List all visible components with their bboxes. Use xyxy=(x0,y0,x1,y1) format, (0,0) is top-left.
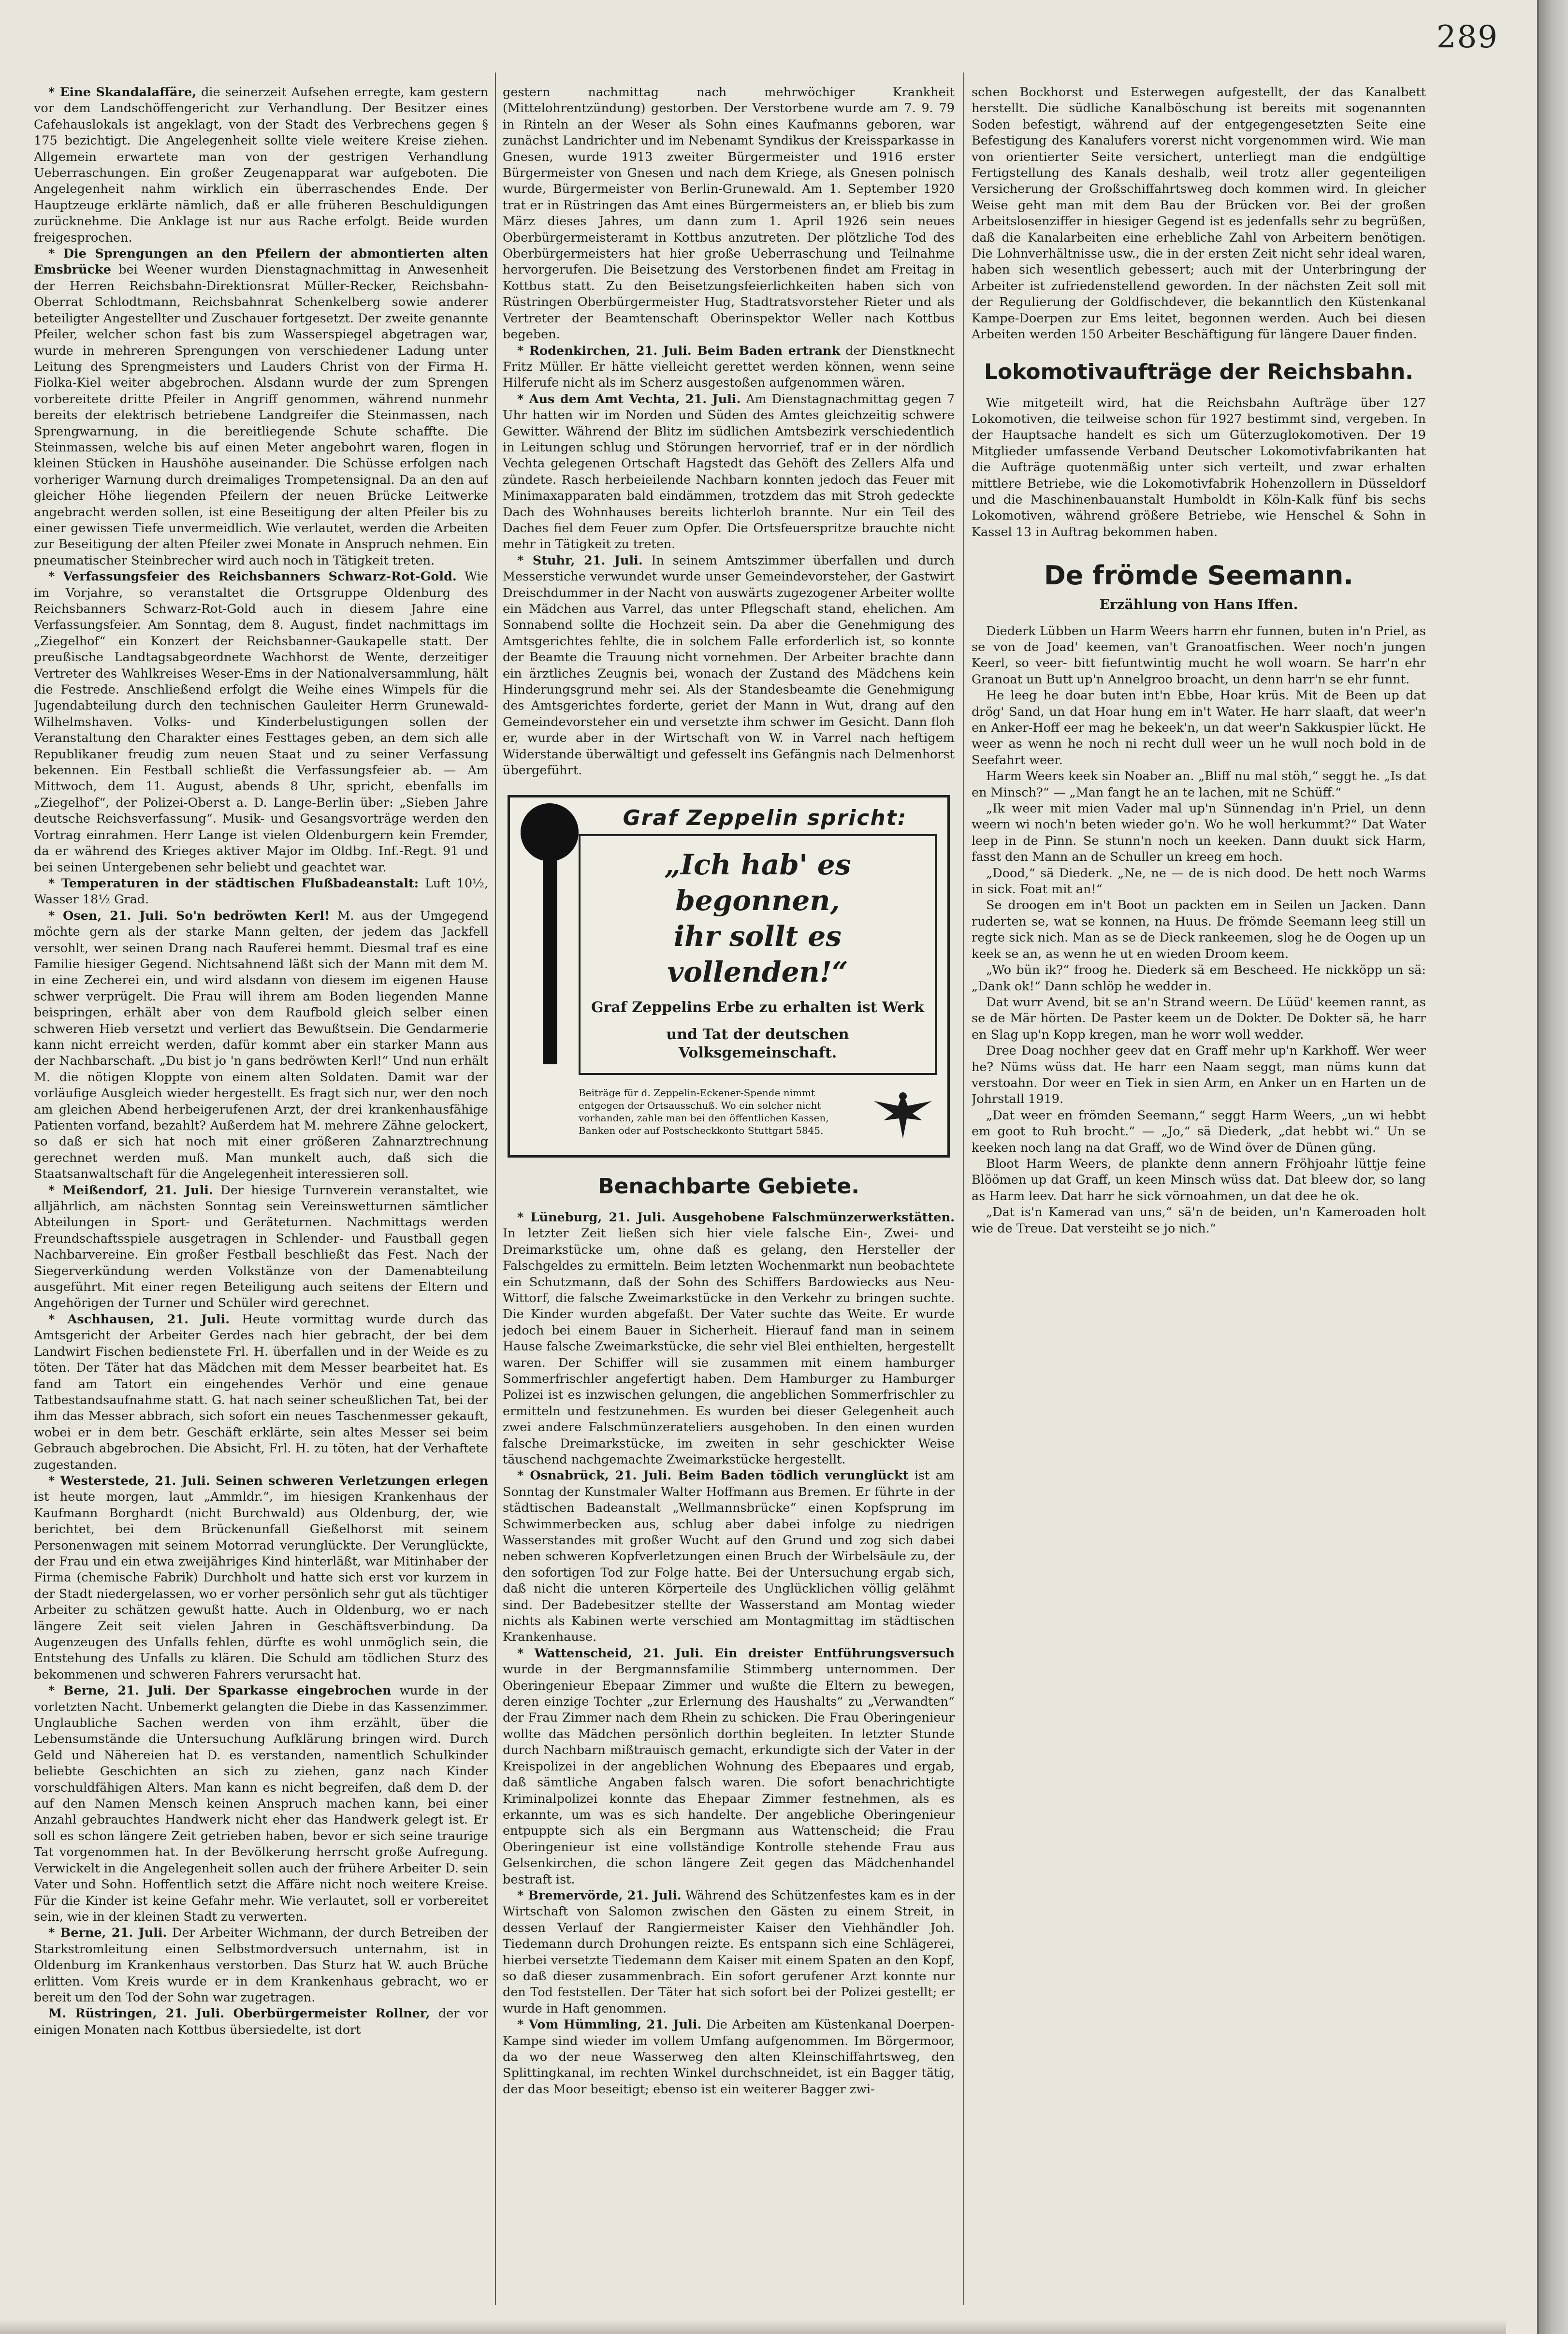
article-text: „Dat is'n Kamerad van uns,“ sä'n de beiden, un'n Kameroaden holt wie de Treue. Dat versteiht se jo nich.“ xyxy=(972,1205,1426,1236)
article-text: In seinem Amtszimmer überfallen und durch Messerstiche verwundet wurde unser Gemeindevorsteher, der Gastwirt Dreischdummer in der Nacht von auswärts zugezogener Arbeiter wollte ein Mädchen aus Varrel, das unter Pflegschaft stand, ehelichen. Am Sonnabend sollte die Hochzeit sein. Da aber die Genehmigung des Amtsgerichtes fehlte, die in solchem Falle erforderlich ist, so konnte der Beamte die Trauung nicht vornehmen. Der Arbeiter brachte dann ein ärztliches Zeugnis bei, wonach der Zustand des Mädchens kein Hinderungsgrund mehr sei. Als der Standesbeamte die Genehmigung des Amtsgerichtes forderte, geriet der Mann in Wut, drang auf den Gemeindevorsteher ein und versetzte ihm schwer im Gesicht. Dann floh er, wurde aber in der Wirtschaft von W. in Varrel nach heftigem Widerstande überwältigt und gefesselt ins Gefängnis nach Delmenhorst übergeführt. xyxy=(503,553,955,778)
column-1 xyxy=(34,85,488,2295)
article-lead: * Vom Hümmling, 21. Juli. xyxy=(517,2017,702,2032)
article-lead: * Eine Skandalaffäre, xyxy=(48,85,197,100)
article-paragraph xyxy=(972,85,1426,343)
article-text: Die Arbeiten am Küstenkanal Doerpen-Kampe sind wieder im vollem Umfang aufgenommen. Im Börgermoor, da wo der neue Wasserweg den alten Kleinschiffahrtsweg, den Splittingkanal, im rechten Winkel durchschneidet, ist ein Bagger tätig, der das Moor beseitigt; ebenso ist ein weiterer Bagger zwi- xyxy=(503,2017,955,2097)
ad-post-graphic xyxy=(543,856,557,1064)
article-paragraph xyxy=(972,995,1426,1043)
ad-small-print: Beiträge für d. Zeppelin-Eckener-Spende nimmt entgegen der Ortsausschuß. Wo ein solcher nicht vorhanden, zahle man bei den öffentlichen Kassen, Banken oder auf Postscheckkonto Stuttgart 5845. xyxy=(579,1087,829,1136)
article-paragraph xyxy=(972,395,1426,541)
article-text: He leeg he doar buten int'n Ebbe, Hoar krüs. Mit de Been up dat drög' Sand, un dat Hoar hung em in't Water. He harr slaaft, dat weer'n en Anker-Hoff eer mag he bekeek'n, un dat weer'n Sakkuspier lückt. He weer as wenn he noch ni recht dull weer un he wull noch bold in de Seefahrt weer. xyxy=(972,688,1426,768)
article-paragraph xyxy=(972,866,1426,898)
article-text: die seinerzeit Aufsehen erregte, kam gestern vor dem Landschöffengericht zur Verhandlung. Der Besitzer eines Cafehauslokals ist angeklagt, von der Stadt des Verbrechens gegen § 175 bezichtigt. Die Angelegenheit sollte viele weitere Kreise ziehen. Allgemein erwartete man von der gestrigen Verhandlung Ueberraschungen. Ein großer Zeugenapparat war aufgeboten. Die Angelegenheit nahm wirklich ein überraschendes Ende. Der Hauptzeuge erklärte nämlich, daß er alle früheren Beschuldigungen zurücknehme. Die Anklage ist nur aus Rache erfolgt. Beide wurden freigesprochen. xyxy=(34,85,488,245)
article-lead: * Verfassungsfeier des Reichsbanners Schwarz-Rot-Gold. xyxy=(48,569,457,584)
article-text: „Dood,“ sä Diederk. „Ne, ne — de is nich dood. De hett noch Warms in sick. Foat mit an!“ xyxy=(972,866,1426,897)
article-paragraph xyxy=(34,569,488,876)
article-text: der Dienstknecht Fritz Müller. Er hätte vielleicht gerettet werden können, wenn seine Hilferufe nicht als im Scherz ausgestoßen aufgenommen wären. xyxy=(503,343,955,391)
article-text: Der hiesige Turnverein veranstaltet, wie alljährlich, am nächsten Sonntag sein Vereinswetturnen sämtlicher Abteilungen in Sport- und Geräteturnen. Nachmittags werden Freundschaftsspiele ausgetragen in Schlender- und Faustball gegen Nachbarvereine. Ein großer Festball beschließt das Fest. Nach der Siegerverkündung werden Volkstänze von der Damenabteilung ausgeführt. Mit einer regen Beteiligung auch seitens der Eltern und Angehörigen der Turner und Schüler wird gerechnet. xyxy=(34,1183,488,1311)
article-paragraph xyxy=(34,1183,488,1312)
article-paragraph xyxy=(972,688,1426,768)
article-text: Se droogen em in't Boot un packten em in Seilen un Jacken. Dann ruderten se, wat se konnen, na Huus. De frömde Seemann leeg still un regte sick nich. Man as se de Dieck rankeemen, slog he de Oogen up un keek se an, as wenn he ut en wieden Droom keem. xyxy=(972,898,1426,961)
article-paragraph xyxy=(503,553,955,779)
article-text: Luft 10½, Wasser 18½ Grad. xyxy=(34,876,488,907)
article-paragraph xyxy=(34,876,488,908)
article-lead: * Westerstede, 21. Juli. Seinen schweren Verletzungen erlegen xyxy=(48,1473,488,1488)
column-2 xyxy=(503,85,955,2295)
article-text: schen Bockhorst und Esterwegen aufgestellt, der das Kanalbett herstellt. Die südliche Kanalböschung ist bereits mit sogenannten Soden befestigt, während auf der entgegengesetzten Seite eine Befestigung des Kanalufers vorerst nicht vorgenommen wird. Wie man von orientierter Seite versichert, unterliegt man die endgültige Fertigstellung des Kanals deshalb, weil trotz aller gegenteiligen Versicherung der Großschiffahrtsweg doch kommen wird. In gleicher Weise geht man mit dem Bau der Brücken vor. Bei der großen Arbeitslosenziffer in hiesiger Gegend ist es jedenfalls sehr zu begrüßen, daß die Kanalarbeiten eine erhebliche Zahl von Arbeitern benötigen. Die Lohnverhältnisse usw., die in der ersten Zeit nicht sehr ideal waren, haben sich wesentlich gebessert; auch mit der Unterbringung der Arbeiter ist zufriedenstellend geworden. In der nächsten Zeit soll mit der Regulierung der Goldfischdever, die bekanntlich den Küstenkanal Kampe-Doerpen zur Ems leitet, begonnen werden. Auch bei diesen Arbeiten werden 150 Arbeiter Beschäftigung für längere Dauer finden. xyxy=(972,85,1426,342)
article-text: Harm Weers keek sin Noaber an. „Bliff nu mal stöh,“ seggt he. „Is dat en Minsch?“ — „Man fangt he an te lachen, mit ne Schüff.“ xyxy=(972,769,1426,800)
ad-quote-line-1: „Ich hab' es begonnen, xyxy=(664,848,851,917)
article-paragraph xyxy=(503,85,955,343)
article-text: M. aus der Umgegend möchte gern als der starke Mann gelten, der jedem das Jackfell versohlt, wer seinen Drang nach Rauferei hemmt. Diesmal traf es eine Familie hiesiger Gegend. Nichtsahnend läßt sich der Mann mit dem M. in eine Zecherei ein, und wird alsdann von diesem im eigenen Hause schwer verprügelt. Die Frau will ihrem am Boden liegenden Manne beispringen, erhält aber von dem Raufbold gleich selber einen schweren Hieb versetzt und verliert das Bewußtsein. Die Gendarmerie kann nicht erreicht werden, dafür kommt aber ein starker Mann aus der Nachbarschaft. „Du bist jo 'n gans bedröwten Kerl!“ Und nun erhält M. die nötigen Kloppte von einem alten Soldaten. Damit war der vorläufige Ausgleich wieder hergestellt. Es fragt sich nur, wer den noch am gleichen Abend herbeigerufenen Arzt, der drei krankenhausfähige Patienten vorfand, bezahlt? Außerdem hat M. mehrere Zähne gelockert, so daß er sich hat noch mit einer größeren Zahnarztrechnung gerechnet werden muß. Man munkelt auch, daß sich die Staatsanwaltschaft für die Angelegenheit interessieren soll. xyxy=(34,908,488,1182)
article-lead: M. Rüstringen, 21. Juli. Oberbürgermeister Rollner, xyxy=(48,2006,430,2021)
article-text: Der Arbeiter Wichmann, der durch Betreiben der Starkstromleitung einen Selbstmordversuch unternahm, ist in Oldenburg im Krankenhaus verstorben. Das Sturz hat W. auch Brüche erlitten. Vom Kreis wurde er in dem Krankenhaus gebracht, wo er bereit um den Tod der Sohn war zugetragen. xyxy=(34,1926,488,2005)
article-text: der vor einigen Monaten nach Kottbus übersiedelte, ist dort xyxy=(34,2006,488,2037)
page-number: 289 xyxy=(1436,19,1498,55)
section-heading: Benachbarte Gebiete. xyxy=(598,1174,859,1199)
article-paragraph xyxy=(972,1043,1426,1108)
article-text: bei Weener wurden Dienstagnachmittag in Anwesenheit der Herren Reichsbahn-Direktionsrat Müller-Recker, Reichsbahn-Oberrat Schlodtmann, Reichsbahnrat Schenkelberg sowie anderer beteiligter Angestellter und Zuschauer fortgesetzt. Der zweite genannte Pfeiler, welcher schon fast bis zum Wasserspiegel abgetragen war, wurde in mehreren Sprengungen von verschiedener Ladung unter Leitung des Sprengmeisters und Lauders Christ von der Firma H. Fiolka-Kiel weiter abgebrochen. Alsdann wurde der zum Sprengen vorbereitete dritte Pfeiler in Angriff genommen, während nunmehr bereits der elektrisch betriebene Landgreifer die Steinmassen, nach Sprengwarnung, in die bereitliegende Schute schaffte. Die Steinmassen, welche bis auf einen Meter angebohrt waren, flogen in kleinen Stücken in Haushöhe auseinander. Die Schüsse erfolgen nach vorheriger Warnung durch dreimaliges Trompetensignal. Da an den auf gleicher Höhe liegenden Pfeilern der neuen Brücke Leitwerke angebracht werden sollen, ist eine Beseitigung der alten Pfeiler bis zu einer gewissen Tiefe unvermeidlich. Wie verlautet, werden die Arbeiten zur Beseitigung der alten Pfeiler zwei Monate in Anspruch nehmen. Ein pneumatischer Steinbrecher wird auch noch in Tätigkeit treten. xyxy=(34,262,488,568)
ad-sub-line-1: Graf Zeppelins Erbe zu erhalten ist Werk xyxy=(591,999,924,1016)
article-text: „Wo bün ik?“ froog he. Diederk sä em Bescheed. He nickköpp un sä: „Dank ok!“ Dann schlöp he wedder in. xyxy=(972,963,1426,994)
article-paragraph xyxy=(503,1646,955,1888)
article-paragraph xyxy=(503,1210,955,1468)
article-text: Dat wurr Avend, bit se an'n Strand weern. De Lüüd' keemen rannt, as se de Mär hörten. De Paster keem un de Dokter. De Dokter sä, he harr en Slag up'n Kopp kregen, man he worr woll wedder. xyxy=(972,995,1426,1042)
article-paragraph xyxy=(34,246,488,569)
article-text: ist am Sonntag der Kunstmaler Walter Hoffmann aus Bremen. Er führte in der städtischen Badeanstalt „Wellmannsbrücke“ einen Kopfsprung im Schwimmerbecken aus, schlug aber dabei infolge zu niedrigen Wasserstandes mit großer Wucht auf den Grund und zog sich dabei neben schweren Kopfverletzungen einen Bruch der Wirbelsäule zu, der den sofortigen Tod zur Folge hatte. Bei der Untersuchung ergab sich, daß nicht die unteren Körperteile des Unglücklichen völlig gelähmt sind. Der Badebesitzer stellte der Wasserstand am Montag wieder nichts als Kabinen werte verschied am Montagmittag im städtischen Krankenhause. xyxy=(503,1468,955,1645)
ad-ball-icon xyxy=(521,803,579,861)
article-text: Heute vormittag wurde durch das Amtsgericht der Arbeiter Gerdes nach hier gebracht, der bei dem Landwirt Fischen bedienstete Frl. H. überfallen und in der Weide es zu töten. Der Täter hat das Mädchen mit dem Messer bearbeitet hat. Es fand am Tatort ein eingehendes Verhör und eine genaue Tatbestandsaufnahme statt. G. hat nach seiner scheußlichen Tat, bei der ihm das Messer abbrach, sich sofort ein neues Taschenmesser gekauft, wobei er in dem betr. Geschäft erklärte, sein altes Messer sei beim Gebrauch abgebrochen. Die Absicht, Frl. H. zu töten, hat der Verhaftete zugestanden. xyxy=(34,1312,488,1472)
article-paragraph xyxy=(972,801,1426,866)
ad-sub-line-2: und Tat der deutschen Volksgemeinschaft. xyxy=(666,1026,849,1061)
article-paragraph xyxy=(503,1468,955,1645)
article-paragraph xyxy=(972,768,1426,801)
article-paragraph xyxy=(34,85,488,246)
article-text: Bloot Harm Weers, de plankte denn annern Fröhjoahr lüttje feine Blöömen up dat Graff, un keen Minsch wüss dat. Dat bleew dor, so lang as Harm leev. Dat harr he sick vörnoahmen, un dat dee he ok. xyxy=(972,1156,1426,1203)
article-lead: * Meißendorf, 21. Juli. xyxy=(48,1183,213,1198)
story-byline: Erzählung von Hans Iffen. xyxy=(1099,596,1298,613)
article-lead: * Osen, 21. Juli. So'n bedröwten Kerl! xyxy=(48,908,330,923)
eagle-icon xyxy=(869,1087,937,1145)
article-text: Wie im Vorjahre, so veranstaltet die Ortsgruppe Oldenburg des Reichsbanners Schwarz-Rot-Gold auch in diesem Jahre eine Verfassungsfeier. Am Sonntag, dem 8. August, findet nachmittags im „Ziegelhof“ ein Konzert der Reichsbanner-Gaukapelle statt. Der preußische Landtagsabgeordnete Wachhorst de Wente, derzeitiger Vertreter des Wahlkreises Weser-Ems in der Nationalversammlung, hält die Festrede. Anschließend erfolgt die Weihe eines Wimpels für die Jugendabteilung durch den technischen Gauleiter Herrn Grunewald-Wilhelmshaven. Volks- und Kinderbelustigungen sollen der Veranstaltung den Charakter eines Festtages geben, an dem sich alle Republikaner freudig zum neuen Staat und zu seiner Verfassung bekennen. Ein Festball schließt die Verfassungsfeier ab. — Am Mittwoch, dem 11. August, abends 8 Uhr, spricht, ebenfalls im „Ziegelhof“, der Polizei-Oberst a. D. Lange-Berlin über: „Sieben Jahre deutsche Reichsverfassung“. Musik- und Gesangsvorträge werden den Vortrag einrahmen. Herr Lange ist vielen Oldenburgern kein Fremder, da er während des Krieges aktiver Major im Oldbg. Inf.-Regt. 91 und bei seinen Untergebenen sehr beliebt und geachtet war. xyxy=(34,569,488,875)
article-paragraph xyxy=(503,391,955,553)
article-text: ist heute morgen, laut „Ammldr.“, im hiesigen Krankenhaus der Kaufmann Borghardt (nicht Burchwald) aus Oldenburg, der, wie berichtet, bei dem Brückenunfall Gießelhorst mit seinem Personenwagen mit seinem Motorrad verunglückte. Der Verunglückte, der Frau und ein etwa zweijähriges Kind hinterläßt, war Mitinhaber der Firma (chemische Fabrik) Durchholt und hatte sich erst vor kurzem in der Stadt niedergelassen, wo er vorher persönlich sehr gut als tüchtiger Arbeiter zu schätzen gewußt hatte. Auch in Oldenburg, wo er nach längere Zeit seit vielen Jahren in Geschäftsverbindung. Da Augenzeugen des Unfalls fehlen, dürfte es wohl unmöglich sein, die Entstehung des Unfalls zu klären. Die Schuld am tödlichen Sturz des bekommenen und schweren Fahrers verursacht hat. xyxy=(34,1490,488,1682)
article-paragraph xyxy=(503,2017,955,2098)
article-lead: * Aus dem Amt Vechta, 21. Juli. xyxy=(517,391,741,406)
article-paragraph xyxy=(972,1156,1426,1204)
article-lead: * Stuhr, 21. Juli. xyxy=(517,553,643,568)
article-paragraph xyxy=(972,1204,1426,1237)
column-rule-left xyxy=(495,72,496,2305)
article-text: „Ik weer mit mien Vader mal up'n Sünnendag in'n Priel, un denn weern wi noch'n beten wieder go'n. Wo he woll herkummt?“ Dat Water leep in de Pinn. Se stunn'n noch un keeken. Dann duukt sick Harm, fasst den Mann an de Schuller un kreeg em hoch. xyxy=(972,801,1426,865)
article-lead: * Die Sprengungen an den Pfeilern der abmontierten alten Emsbrücke xyxy=(34,246,488,277)
article-text: Diederk Lübben un Harm Weers harrn ehr funnen, buten in'n Priel, as se von de Joad' keemen, van't Granoatfischen. Weer noch'n jungen Keerl, so veer- bitt fiefuntwintig mucht he woll woarn. Se harr'n ehr Granoat un Butt up'n Annelgroo broacht, un denn harr'n se ehr funnt. xyxy=(972,623,1426,687)
article-paragraph xyxy=(34,1312,488,1473)
ad-quote-line-2: ihr sollt es vollenden!“ xyxy=(667,919,848,988)
article-text: Wie mitgeteilt wird, hat die Reichsbahn Aufträge über 127 Lokomotiven, die teilweise schon für 1927 bestimmt sind, vergeben. In der Hauptsache handelt es sich um Güterzuglokomotiven. Der 19 Mitglieder umfassende Verband Deutscher Lokomotivfabrikanten hat die Aufträge quotenmäßig unter sich verteilt, und zwar erhalten mittlere Betriebe, wie die Lokomotivfabrik Hohenzollern in Düsseldorf und die Maschinenbauanstalt Humboldt in Köln-Kalk fünf bis sechs Lokomotiven, während größere Betriebe, wie Henschel & Sohn in Kassel 13 in Auftrag bekommen haben. xyxy=(972,395,1426,539)
section-heading: Lokomotivaufträge der Reichsbahn. xyxy=(984,359,1413,384)
article-paragraph xyxy=(503,343,955,391)
article-text: Am Dienstagnachmittag gegen 7 Uhr hatten wir im Norden und Süden des Amtes gleichzeitig schwere Gewitter. Während der Blitz im südlichen Amtsbezirk verschiedentlich in Leitungen schlug und Störungen hervorrief, traf er in der nördlich Vechta gelegenen Ortschaft Hagstedt das Gehöft des Zellers Alfa und zündete. Rasch herbeieilende Nachbarn konnten jedoch das Feuer mit Minimaxapparaten bald eindämmen, trotzdem das mit Stroh gedeckte Dach des Wohnhauses bereits lichterloh brannte. Nur ein Teil des Daches fiel dem Feuer zum Opfer. Die Ortsfeuerspritze brauchte nicht mehr in Tätigkeit zu treten. xyxy=(503,391,955,552)
article-paragraph xyxy=(972,623,1426,688)
column-rule-right xyxy=(963,72,964,2305)
article-paragraph xyxy=(34,2006,488,2038)
article-paragraph xyxy=(34,1925,488,2006)
article-lead: * Wattenscheid, 21. Juli. Ein dreister Entführungsversuch xyxy=(517,1646,955,1661)
article-text: Dree Doag nochher geev dat en Graff mehr up'n Karkhoff. Wer weer he? Nüms wüss dat. He harr een Naam seggt, man nüms kunn dat verstoahn. Dor weer en Tiek in sien Arm, en Anker un en Harten un de Johrstall 1919. xyxy=(972,1044,1426,1107)
zeppelin-advertisement xyxy=(508,795,950,1157)
article-paragraph xyxy=(972,898,1426,962)
story-title: De frömde Seemann. xyxy=(1044,560,1354,591)
article-lead: * Rodenkirchen, 21. Juli. Beim Baden ertrank xyxy=(517,343,841,358)
ad-quote-box xyxy=(579,834,937,1075)
article-text: gestern nachmittag nach mehrwöchiger Krankheit (Mittelohrentzündung) gestorben. Der Verstorbene wurde am 7. 9. 79 in Rinteln an der Weser als Sohn eines Kaufmanns geboren, war zunächst Landrichter und im Nebenamt Syndikus der Kreissparkasse in Gnesen, wurde 1913 zweiter Bürgermeister und 1916 erster Bürgermeister von Gnesen und nach dem Kriege, als Gnesen polnisch wurde, Bürgermeister von Berlin-Grunewald. Am 1. September 1920 trat er in Rüstringen das Amt eines Bürgermeisters an, er blieb bis zum März dieses Jahres, um dann zum 1. April 1926 sein neues Oberbürgermeisteramt in Kottbus anzutreten. Der plötzliche Tod des Oberbürgermeisters hat hier große Ueberraschung und Teilnahme hervorgerufen. Die Beisetzung des Verstorbenen findet am Freitag in Kottbus statt. Zu den Beisetzungsfeierlichkeiten haben sich von Rüstringen Oberbürgermeister Hug, Stadtratsvorsteher Rieter und als Vertreter der Beamtenschaft Oberinspektor Weller nach Kottbus begeben. xyxy=(503,85,955,342)
article-lead: * Berne, 21. Juli. xyxy=(48,1926,167,1941)
article-paragraph xyxy=(34,908,488,1183)
article-text: In letzter Zeit ließen sich hier viele falsche Ein-, Zwei- und Dreimarkstücke um, ohne daß es gelang, den Hersteller der Falschgeldes zu ermitteln. Beim letzten Wochenmarkt nun beobachtete ein Schutzmann, daß der Sohn des Schiffers Bardowiecks aus Neu-Wittorf, die falsche Zweimarkstücke in den Verkehr zu bringen suchte. Die Kinder wurden abgefaßt. Der Vater suchte das Weite. Er wurde jedoch bei einem Bauer in Sicherheit. Hierauf fand man in seinem Hause falsche Zweimarkstücke, die sehr viel Blei enthielten, hergestellt waren. Der Schiffer will sie zusammen mit einem hamburger Sommerfrischler angefertigt haben. Dem Hamburger zu Hamburger Polizei ist es inzwischen gelungen, die angeblichen Sommerfrischler zu ermitteln und festzunehmen. Es wurden bei dieser Gelegenheit auch zwei andere Falschmünzerateliers ausgehoben. In den einen wurden falsche Dreimarkstücke, im zweiten in sehr geschickter Weise täuschend nachgemachte Zweimarkstücke hergestellt. xyxy=(503,1226,955,1467)
article-paragraph xyxy=(34,1473,488,1683)
article-lead: * Temperaturen in der städtischen Flußbadeanstalt: xyxy=(48,876,419,891)
article-lead: * Lüneburg, 21. Juli. Ausgehobene Falschmünzerwerkstätten. xyxy=(517,1210,955,1225)
article-paragraph xyxy=(972,1108,1426,1156)
article-paragraph xyxy=(34,1683,488,1925)
book-binding-edge xyxy=(1539,0,1568,2334)
article-text: wurde in der vorletzten Nacht. Unbemerkt gelangten die Diebe in das Kassenzimmer. Unglaubliche Sachen werden von ihm erzählt, über die Lebensumstände die Untersuchung Aufklärung bringen wird. Durch Geld und Nähereien hat D. es verstanden, namentlich Schulkinder beliebte Geschichten an sich zu ziehen, ganz nach Kinder vorschuldfähigen Alters. Man kann es nicht begreifen, daß dem D. der auf den Namen Mensch keinen Anspruch machen kann, bei einer Anzahl gebrauchtes Handwerk nicht eher das Handwerk gelegt ist. Er soll es schon längere Zeit getrieben haben, bevor er sich seine traurige Tat vorgenommen hat. In der Bevölkerung herrscht große Aufregung. Verwickelt in die Angelegenheit sollen auch der frühere Arbeiter D. sein Vater und Sohn. Hoffentlich setzt die Affäre nicht noch weitere Kreise. Für die Kinder ist keine Gefahr mehr. Wie verlautet, soll er vorbereitet sein, wie in der kleinen Stadt zu verwerten. xyxy=(34,1683,488,1924)
article-text: „Dat weer en frömden Seemann,“ seggt Harm Weers, „un wi hebbt em goot to Ruh brocht.“ — „Jo,“ sä Diederk, „dat hebbt wi.“ Un se keeken noch lang na dat Graff, wo de Wind över de Dünen güng. xyxy=(972,1108,1426,1155)
article-lead: * Bremervörde, 21. Juli. xyxy=(517,1888,682,1903)
article-paragraph xyxy=(503,1888,955,2017)
page-bottom-shadow xyxy=(0,2320,1506,2334)
article-text: Während des Schützenfestes kam es in der Wirtschaft von Salomon zwischen den Gästen zu einem Streit, in dessen Verlauf der Rangiermeister Kaiser den Viehhändler Joh. Tiedemann durch Drohungen reizte. Es entspann sich eine Schlägerei, hierbei versetzte Tiedemann dem Kaiser mit einem Spaten an den Kopf, so daß dieser zusammenbrach. Ein sofort gerufener Arzt konnte nur den Tod feststellen. Der Täter hat sich sofort bei der Polizei gestellt; er wurde in Haft genommen. xyxy=(503,1888,955,2016)
column-3 xyxy=(972,85,1426,2295)
article-lead: * Aschhausen, 21. Juli. xyxy=(48,1312,230,1327)
article-text: wurde in der Bergmannsfamilie Stimmberg unternommen. Der Oberingenieur Ebepaar Zimmer und wußte die Eltern zu bewegen, deren einzige Tochter „zur Erlernung des Haushalts“ zu „Verwandten“ der Frau Zimmer nach dem Rhein zu schicken. Die Frau Oberingenieur wollte das Mädchen persönlich dorthin begleiten. In letzter Stunde durch Nachbarn mißtrauisch gemacht, erkundigte sich der Vater in der Kreispolizei in der angeblichen Wohnung des Ebepaares und ergab, daß sämtliche Angaben falsch waren. Die sofort benachrichtigte Kriminalpolizei konnte das Ehepaar Zimmer festnehmen, als es erkannte, um was es sich handelte. Der angebliche Oberingenieur entpuppte sich als ein Bergmann aus Wattenscheid; die Frau Oberingenieur ist eine vollständige Kontrolle stehende Frau aus Gelsenkirchen, die schon längere Zeit gegen das Mädchenhandel bestraft ist. xyxy=(503,1662,955,1887)
article-paragraph xyxy=(972,962,1426,995)
article-lead: * Osnabrück, 21. Juli. Beim Baden tödlich verunglückt xyxy=(517,1468,909,1483)
ad-title: Graf Zeppelin spricht: xyxy=(623,806,907,831)
article-lead: * Berne, 21. Juli. Der Sparkasse eingebrochen xyxy=(48,1683,392,1698)
